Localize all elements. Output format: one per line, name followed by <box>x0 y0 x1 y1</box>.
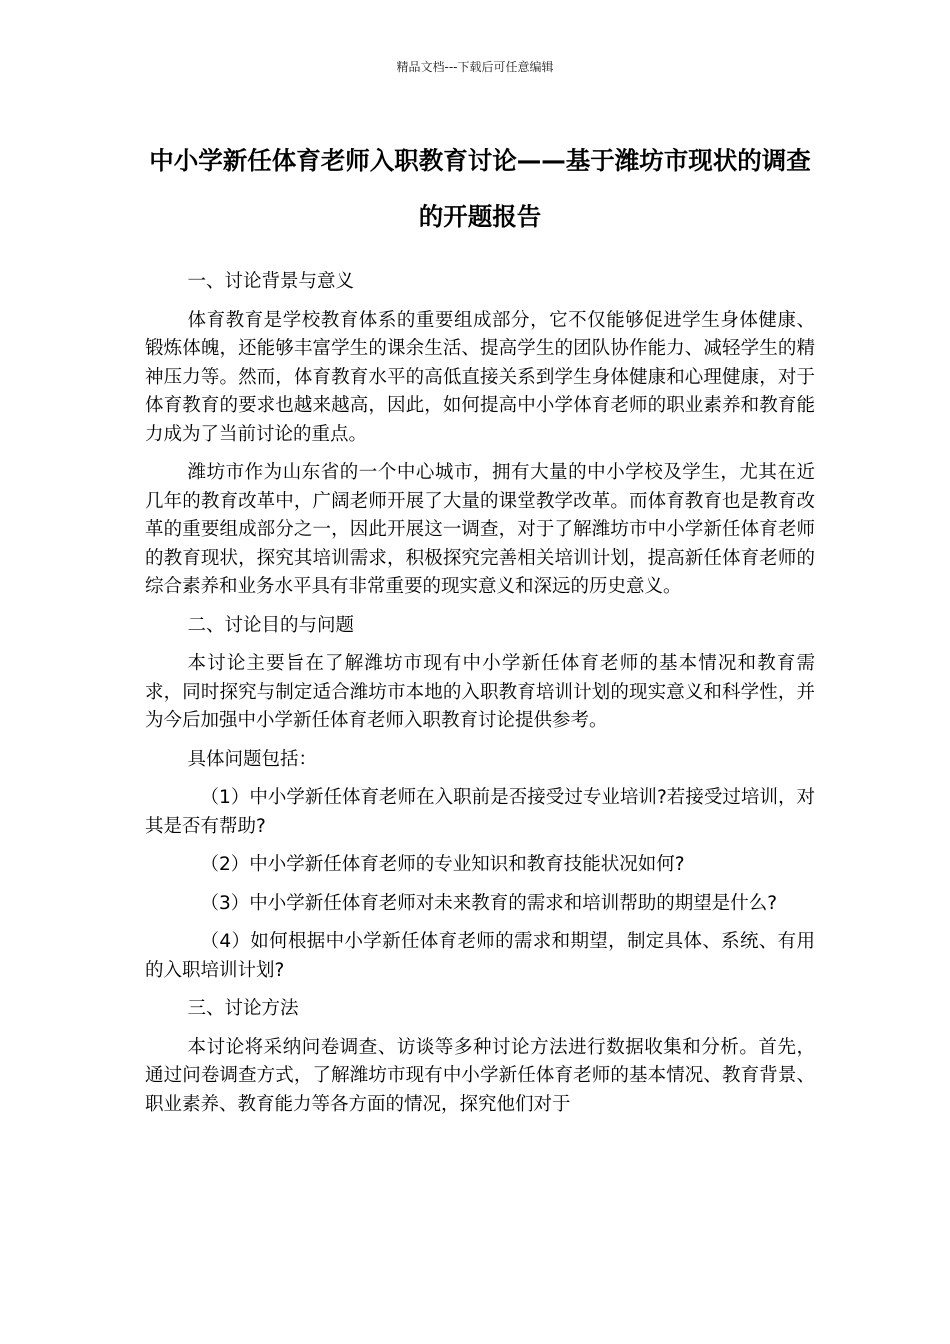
section-heading-method: 三、讨论方法 <box>187 998 299 1019</box>
paragraph: 本讨论将采纳问卷调查、访谈等多种讨论方法进行数据收集和分析。首先，通过问卷调查方式，了解潍坊市现有中小学新任体育老师的基本情况、教育背景、职业素养、教育能力等各方面的情况，探究他们对于 <box>145 1036 815 1115</box>
paragraph: 具体问题包括： <box>187 748 318 770</box>
paragraph: 体育教育是学校教育体系的重要组成部分，它不仅能够促进学生身体健康、锻炼体魄，还能够丰富学生的课余生活、提高学生的团队协作能力、减轻学生的精神压力等。然而，体育教育水平的高低直接关系到学生身体健康和心理健康，对于体育教育的要求也越来越高，因此，如何提高中小学体育老师的职业素养和教育能力成为了当前讨论的重点。 <box>145 309 815 445</box>
paragraph: 潍坊市作为山东省的一个中心城市，拥有大量的中小学校及学生，尤其在近几年的教育改革中，广阔老师开展了大量的课堂教学改革。而体育教育也是教育改革的重要组成部分之一，因此开展这一调查，对于了解潍坊市中小学新任体育老师的教育现状，探究其培训需求，积极探究完善相关培训计划，提高新任体育老师的综合素养和业务水平具有非常重要的现实意义和深远的历史意义。 <box>145 462 815 597</box>
section-heading-background: 一、讨论背景与意义 <box>187 271 355 292</box>
paragraph: 本讨论主要旨在了解潍坊市现有中小学新任体育老师的基本情况和教育需求，同时探究与制定适合潍坊市本地的入职教育培训计划的现实意义和科学性，并为今后加强中小学新任体育老师入职教育讨论提供参考。 <box>145 653 815 731</box>
question-item: （1）中小学新任体育老师在入职前是否接受过专业培训?若接受过培训，对其是否有帮助? <box>145 787 815 837</box>
page-header: 精品文档---下载后可任意编辑 <box>396 60 554 74</box>
question-item: （4）如何根据中小学新任体育老师的需求和期望，制定具体、系统、有用的入职培训计划? <box>145 931 815 981</box>
document-body <box>145 268 815 1129</box>
question-item: （2）中小学新任体育老师的专业知识和教育技能状况如何? <box>200 854 685 875</box>
section-heading-purpose: 二、讨论目的与问题 <box>187 614 355 636</box>
question-item: （3）中小学新任体育老师对未来教育的需求和培训帮助的期望是什么? <box>200 892 778 914</box>
document-title: 中小学新任体育老师入职教育讨论——基于潍坊市现状的调查的开题报告 <box>149 146 811 231</box>
